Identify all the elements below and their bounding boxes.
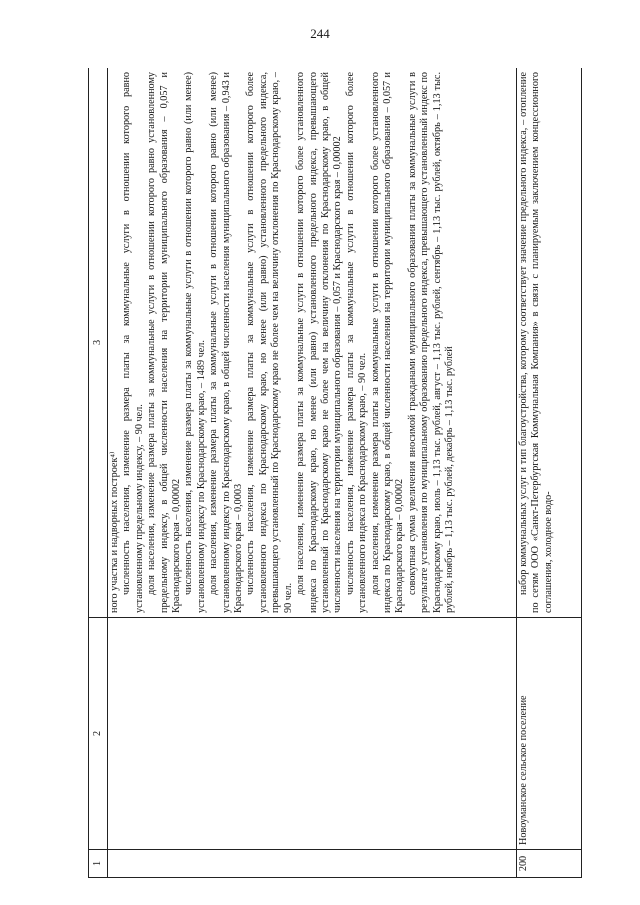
header-col-3: 3 (89, 68, 108, 618)
indicator-paragraph: численность населения, изменение размера платы за коммунальные услуги в отношении которого более установленного индекса по Краснодарскому краю, – 90 чел. (344, 72, 369, 613)
header-col-2: 2 (89, 618, 108, 850)
settlement-name-cell (108, 618, 517, 850)
table-row (517, 68, 582, 878)
row-number-cell: 200 (517, 850, 582, 878)
indicator-paragraph: доля населения, изменение размера платы за коммунальные услуги в отношении которого равно установленному предельному индексу, в общей численности населения на территории муниципального образования – 0,057 и Краснодарского края – 0,00002 (146, 72, 183, 613)
indicator-paragraph: ного участка и надворных построек⁴⁾ (109, 451, 120, 613)
table-row (108, 68, 517, 878)
indicator-text-cell (108, 68, 517, 618)
data-table (88, 68, 582, 878)
row-number-cell (108, 850, 517, 878)
indicator-paragraph: численность населения, изменение размера платы за коммунальные услуги в отношении которого равно (или менее) установленному индексу по Краснодарскому краю, – 1489 чел. (183, 72, 207, 613)
settlement-name-cell: Новоуманское сельское поселение (517, 618, 582, 850)
indicator-paragraph: совокупная сумма увеличения вносимой гражданами муниципального образования платы за коммунальные услуги в результате установления по муниципальному образованию предельного индекса, превышающего установленный индекс по Краснодарскому краю, июль – 1,13 тыс. рублей, август – 1,13 тыс. рублей, сентябрь – 1,13 тыс. рублей, октябрь – 1,13 тыс. рублей, ноябрь – 1,13 тыс. рублей, декабрь – 1,13 тыс. рублей (406, 72, 455, 613)
rotated-content (88, 68, 582, 878)
rotated-page (88, 68, 582, 878)
indicator-paragraph: численность населения, изменение размера платы за коммунальные услуги в отношении которого равно установленному предельному индексу, – 90 чел. (121, 72, 145, 613)
indicator-text-cell (517, 68, 582, 618)
indicator-paragraph: набор коммунальных услуг и тип благоустройства, которому соответствует значение предельного индекса, – отопление по сетям ООО «Санкт-Петербургская Коммунальная Компания» в связи с планируемым заключением концессионного соглашения, холодное водо- (518, 72, 554, 613)
page-number: 244 (310, 26, 330, 41)
indicator-paragraph: доля населения, изменение размера платы за коммунальные услуги в отношении которого равно (или менее) установленному индексу по Краснодарскому краю, в общей численности населения муниципального образования – 0,943 и Краснодарского края – 0,0003 (208, 72, 245, 613)
header-col-1: 1 (89, 850, 108, 878)
indicator-paragraph: доля населения, изменение размера платы за коммунальные услуги в отношении которого более установленного индекса по Краснодарскому краю, но менее (или равно) установленного предельного индекса, превышающего установленный по Краснодарскому краю не более чем на величину отклонения по Краснодарскому краю, в общей численности населения на территории муниципального образования – 0,057 и Краснодарского края – 0,00002 (295, 72, 344, 613)
indicator-paragraph: доля населения, изменение размера платы за коммунальные услуги в отношении которого более установленного индекса по Краснодарскому краю, в общей численности населения на территории муниципального образования – 0,057 и Краснодарского края – 0,00002 (369, 72, 406, 613)
table-header-row (89, 68, 108, 878)
indicator-paragraph: численность населения, изменение размера платы за коммунальные услуги в отношении которого более установленного индекса по Краснодарскому краю, но менее (или равно) установленного предельного индекса, превышающего установленный по Краснодарскому краю не более чем на величину отклонения по Краснодарскому краю, – 90 чел. (245, 72, 294, 613)
table-body (108, 68, 582, 878)
